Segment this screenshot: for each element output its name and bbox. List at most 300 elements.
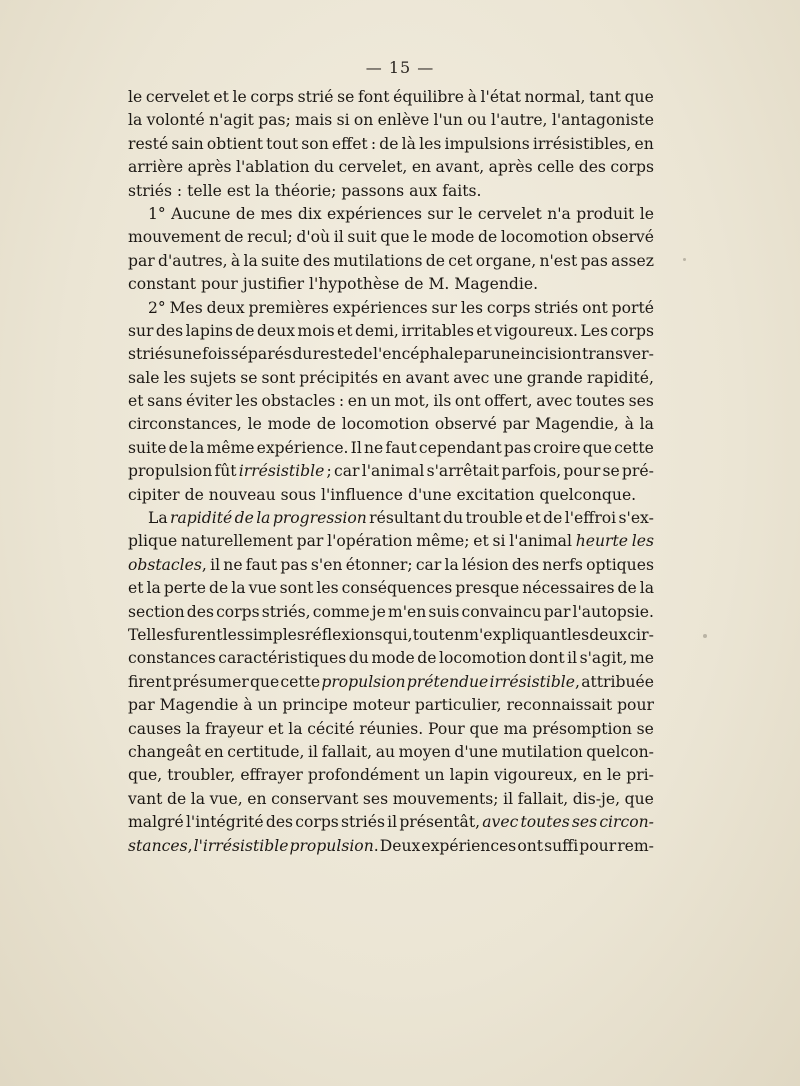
word: observé — [434, 415, 497, 434]
word: cervelet — [477, 204, 542, 223]
word: l'ablation — [235, 158, 310, 177]
word: mouvement — [128, 228, 221, 247]
word: simples — [244, 625, 305, 644]
text-line — [128, 297, 654, 320]
word: réflexions — [305, 625, 383, 644]
word: constant — [128, 275, 197, 294]
word: il — [387, 813, 398, 832]
word: rem- — [617, 836, 654, 855]
word: s'en — [310, 555, 343, 574]
word: Les — [580, 321, 609, 340]
word: impulsions — [444, 134, 530, 153]
word: premières — [248, 298, 329, 317]
word: il — [308, 742, 318, 761]
word: frayeur — [205, 719, 264, 738]
word: par — [128, 251, 155, 270]
word: équilibre — [393, 88, 464, 106]
word: conséquences — [341, 579, 453, 598]
word: ou — [467, 111, 487, 130]
word: de — [166, 789, 187, 808]
word: séparés — [230, 345, 292, 364]
word: l'effroi — [564, 509, 617, 528]
word: des — [511, 555, 540, 574]
word: croire — [533, 438, 581, 457]
word: propulsion — [128, 462, 213, 481]
text-line — [128, 624, 654, 647]
word: l'hypothèse — [309, 275, 400, 294]
word: lésion — [462, 555, 509, 574]
word: par — [502, 415, 530, 434]
word: circonstances, — [128, 415, 242, 434]
word: se — [240, 368, 258, 387]
text-line — [128, 156, 654, 179]
word: mutilation — [501, 742, 583, 761]
word: de — [184, 485, 204, 504]
word: cependant — [418, 438, 502, 457]
text-line — [128, 718, 654, 741]
word: ses — [571, 813, 598, 832]
text-line — [128, 109, 654, 132]
word: que — [582, 438, 612, 457]
word: pas — [280, 555, 308, 574]
word: sujets — [189, 368, 237, 387]
word: convaincu — [461, 602, 542, 621]
text-line — [128, 694, 654, 717]
word: se — [337, 88, 355, 106]
word: en — [411, 158, 432, 177]
word: réunies. — [359, 719, 424, 738]
word: que — [380, 228, 410, 247]
word: La — [148, 509, 168, 528]
word: effet — [331, 134, 368, 153]
word: la — [444, 555, 459, 574]
word: n'est — [539, 251, 578, 270]
text-line — [128, 460, 654, 483]
body-text — [128, 86, 654, 858]
word: la — [243, 251, 258, 270]
text-line — [128, 811, 654, 834]
word: caractéristiques — [218, 649, 347, 668]
word: mode — [371, 649, 415, 668]
word: cécité — [307, 719, 355, 738]
word: fût — [214, 462, 237, 481]
word: M. — [428, 275, 450, 294]
word: corps — [610, 158, 654, 177]
word: firent — [128, 672, 172, 691]
word: une — [493, 368, 523, 387]
word: au — [375, 742, 396, 761]
word: trouble — [465, 509, 523, 528]
word: strié — [297, 88, 334, 106]
word: tout — [266, 134, 299, 153]
word: ses — [362, 789, 389, 808]
word: irrésistibles, — [532, 134, 632, 153]
word: l'un — [433, 111, 463, 130]
word: en — [347, 392, 368, 411]
word: après — [488, 158, 533, 177]
word: corps — [295, 813, 339, 832]
word: d'une — [454, 742, 499, 761]
word: vant — [128, 789, 163, 808]
word: avec — [453, 368, 490, 387]
word: présentât, — [399, 813, 481, 832]
word: en — [247, 789, 267, 808]
word: et — [213, 88, 229, 106]
word: pas — [580, 251, 608, 270]
word: du — [313, 158, 334, 177]
word: locomotion — [439, 649, 527, 668]
word: des — [155, 321, 184, 340]
word: moyen — [398, 742, 451, 761]
word: avant, — [435, 158, 485, 177]
word: dix — [297, 204, 322, 223]
word: l'antagoniste — [551, 111, 654, 130]
word: des — [578, 158, 606, 177]
word: résultant — [369, 509, 441, 528]
word: de — [209, 579, 229, 598]
word: heurte — [575, 532, 628, 551]
word: ont — [582, 298, 608, 317]
word: la — [639, 415, 654, 434]
word: assez — [611, 251, 654, 270]
text-line — [128, 530, 654, 553]
word: ils — [433, 392, 452, 411]
word: : — [176, 181, 183, 200]
word: produit — [576, 204, 635, 223]
word: précipités — [299, 368, 379, 387]
word: de — [234, 509, 254, 528]
word: Pour — [427, 719, 465, 738]
word: en — [444, 625, 465, 644]
word: ; — [326, 462, 332, 481]
word: celle — [537, 158, 575, 177]
word: la — [128, 111, 143, 130]
word: que — [469, 719, 499, 738]
word: et — [337, 321, 353, 340]
text-line — [128, 320, 654, 343]
word: demi, — [354, 321, 399, 340]
word: le — [639, 204, 654, 223]
text-line — [128, 647, 654, 670]
word: obstacles — [261, 392, 336, 411]
word: quelconque. — [539, 485, 637, 504]
word: présomption — [532, 719, 632, 738]
word: sur — [128, 321, 154, 340]
word: on — [353, 111, 374, 130]
word: à — [243, 696, 253, 715]
word: malgré — [128, 813, 184, 832]
word: n'a — [547, 204, 571, 223]
word: mode — [267, 415, 311, 434]
word: volonté — [146, 111, 205, 130]
word: la — [288, 719, 303, 738]
word: par — [463, 345, 491, 364]
word: s'agit, — [579, 649, 628, 668]
word: le — [128, 88, 143, 106]
word: la — [190, 789, 206, 808]
word: après — [187, 158, 232, 177]
word: : — [370, 134, 377, 153]
word: l'influence — [321, 485, 404, 504]
word: et — [473, 532, 489, 551]
word: le — [232, 88, 247, 106]
word: il — [503, 789, 514, 808]
word: se — [636, 719, 654, 738]
word: excitation — [456, 485, 535, 504]
word: de — [543, 509, 563, 528]
word: mes — [260, 204, 293, 223]
word: ma — [503, 719, 528, 738]
text-line — [128, 226, 654, 249]
word: l'opération — [327, 532, 413, 551]
word: Magendie. — [454, 275, 539, 294]
word: corps — [486, 298, 531, 317]
word: à — [624, 415, 634, 434]
word: la — [639, 579, 654, 598]
word: suis — [428, 602, 460, 621]
word: éviter — [186, 392, 233, 411]
word: son — [301, 134, 329, 153]
word: principe — [282, 696, 348, 715]
word: cette — [614, 438, 654, 457]
word: striés — [534, 298, 579, 317]
word: arrière — [128, 158, 184, 177]
word: les — [419, 134, 442, 153]
word: que, — [128, 766, 163, 785]
word: passons — [341, 181, 405, 200]
word: circon- — [599, 813, 654, 832]
word: la — [255, 181, 270, 200]
word: les — [222, 625, 245, 644]
word: reste — [312, 345, 353, 364]
word: l'encéphale — [373, 345, 464, 364]
word: deux — [589, 625, 628, 644]
word: l'animal — [361, 462, 425, 481]
text-line — [128, 835, 654, 858]
word: mois — [297, 321, 335, 340]
word: si — [492, 532, 506, 551]
word: offert, — [484, 392, 533, 411]
word: deux — [256, 321, 295, 340]
text-line — [128, 437, 654, 460]
paper-speck — [703, 634, 707, 638]
word: obstacles, — [128, 555, 207, 574]
text-line — [128, 413, 654, 436]
word: Il — [350, 438, 362, 457]
word: font — [358, 88, 390, 106]
word: fallait, — [321, 742, 373, 761]
word: particulier, — [414, 696, 502, 715]
word: porté — [611, 298, 654, 317]
word: sous — [280, 485, 317, 504]
word: toutes — [575, 392, 626, 411]
word: la — [146, 579, 161, 598]
word: théorie; — [274, 181, 337, 200]
word: le — [413, 228, 428, 247]
text-line — [128, 764, 654, 787]
word: n'agit — [209, 111, 254, 130]
word: d'autres, — [158, 251, 228, 270]
word: le — [247, 415, 262, 434]
text-line — [128, 343, 654, 366]
word: expériences — [327, 204, 422, 223]
word: irrésistible, — [489, 672, 580, 691]
word: de — [235, 204, 256, 223]
word: telle — [187, 181, 222, 200]
word: normal, — [524, 88, 586, 106]
word: cette — [280, 672, 321, 691]
word: de — [316, 415, 336, 434]
word: tant — [589, 88, 621, 106]
word: striés — [128, 345, 172, 364]
word: de — [478, 228, 498, 247]
word: mouvements; — [392, 789, 499, 808]
word: cervelet, — [338, 158, 408, 177]
word: me — [629, 649, 654, 668]
word: de — [379, 134, 399, 153]
word: se — [602, 462, 620, 481]
word: car — [415, 555, 442, 574]
word: ne — [363, 438, 384, 457]
word: ont — [454, 392, 481, 411]
word: sans — [147, 392, 183, 411]
word: fois — [202, 345, 231, 364]
word: des — [265, 813, 294, 832]
word: nouveau — [208, 485, 276, 504]
word: fallait, — [517, 789, 569, 808]
word: du — [443, 509, 464, 528]
word: s'ex- — [618, 509, 654, 528]
text-line — [128, 367, 654, 390]
word: sale — [128, 368, 160, 387]
word: par — [296, 532, 324, 551]
word: par — [543, 602, 571, 621]
word: cir- — [627, 625, 654, 644]
word: à — [467, 88, 477, 106]
word: pour — [579, 836, 617, 855]
word: vue — [248, 579, 277, 598]
word: Mes — [169, 298, 203, 317]
word: que — [249, 672, 280, 691]
word: et — [525, 509, 541, 528]
word: sur — [431, 298, 457, 317]
word: d'une — [407, 485, 452, 504]
word: un — [424, 766, 445, 785]
word: l'irrésistible — [193, 836, 289, 855]
word: Magendie, — [535, 415, 619, 434]
paper-speck — [683, 258, 686, 261]
word: suffi — [544, 836, 579, 855]
word: recul; — [247, 228, 293, 247]
word: tout — [412, 625, 445, 644]
text-line — [128, 180, 654, 203]
word: en — [582, 766, 602, 785]
word: un — [257, 696, 278, 715]
word: mode — [431, 228, 475, 247]
word: suite — [128, 438, 167, 457]
word: même; — [416, 532, 470, 551]
word: il — [210, 555, 221, 574]
word: de — [168, 438, 188, 457]
word: du — [292, 345, 313, 364]
word: des — [186, 602, 214, 621]
word: naturellement — [180, 532, 293, 551]
word: furent — [173, 625, 223, 644]
word: aux — [409, 181, 438, 200]
word: pour — [563, 462, 601, 481]
word: perte — [163, 579, 206, 598]
word: m'expliquant — [464, 625, 567, 644]
word: l'état — [480, 88, 521, 106]
word: causes — [128, 719, 182, 738]
word: rapidité, — [586, 368, 654, 387]
word: incision — [520, 345, 582, 364]
word: striés — [341, 813, 385, 832]
word: si — [336, 111, 350, 130]
word: du — [348, 649, 369, 668]
word: locomotion — [500, 228, 589, 247]
word: pré- — [621, 462, 654, 481]
word: nerfs — [542, 555, 583, 574]
word: de — [404, 275, 424, 294]
word: deux — [206, 298, 245, 317]
word: que — [624, 88, 654, 106]
word: propulsion — [321, 672, 406, 691]
word: Deux — [379, 836, 421, 855]
word: il — [567, 649, 578, 668]
word: il — [333, 228, 344, 247]
word: plique — [128, 532, 178, 551]
word: transver- — [582, 345, 654, 364]
word: presque — [455, 579, 520, 598]
text-line — [128, 788, 654, 811]
word: optiques — [586, 555, 654, 574]
word: propulsion. — [289, 836, 379, 855]
word: irrésistible — [238, 462, 325, 481]
word: changeât — [128, 742, 201, 761]
word: cipiter — [128, 485, 180, 504]
word: avec — [482, 813, 519, 832]
text-line — [128, 554, 654, 577]
word: Telles — [128, 625, 174, 644]
word: suite — [261, 251, 300, 270]
word: troubler, — [167, 766, 236, 785]
word: striés — [128, 181, 172, 200]
word: resté — [128, 134, 169, 153]
word: s'arrêtait — [426, 462, 500, 481]
page-number: — 15 — — [365, 58, 435, 77]
word: de — [235, 321, 255, 340]
word: je — [371, 602, 386, 621]
word: stances, — [128, 836, 193, 855]
word: Magendie — [159, 696, 239, 715]
word: attribuée — [581, 672, 654, 691]
word: de — [224, 228, 244, 247]
word: à — [230, 251, 241, 270]
word: les — [316, 579, 339, 598]
word: de — [425, 251, 445, 270]
word: expériences — [332, 298, 428, 317]
word: les — [631, 532, 654, 551]
text-line — [128, 507, 654, 530]
word: les — [163, 368, 186, 387]
word: corps — [216, 602, 260, 621]
word: sont — [261, 368, 296, 387]
word: le — [458, 204, 473, 223]
word: et — [267, 719, 284, 738]
word: un — [370, 392, 391, 411]
word: le — [607, 766, 622, 785]
